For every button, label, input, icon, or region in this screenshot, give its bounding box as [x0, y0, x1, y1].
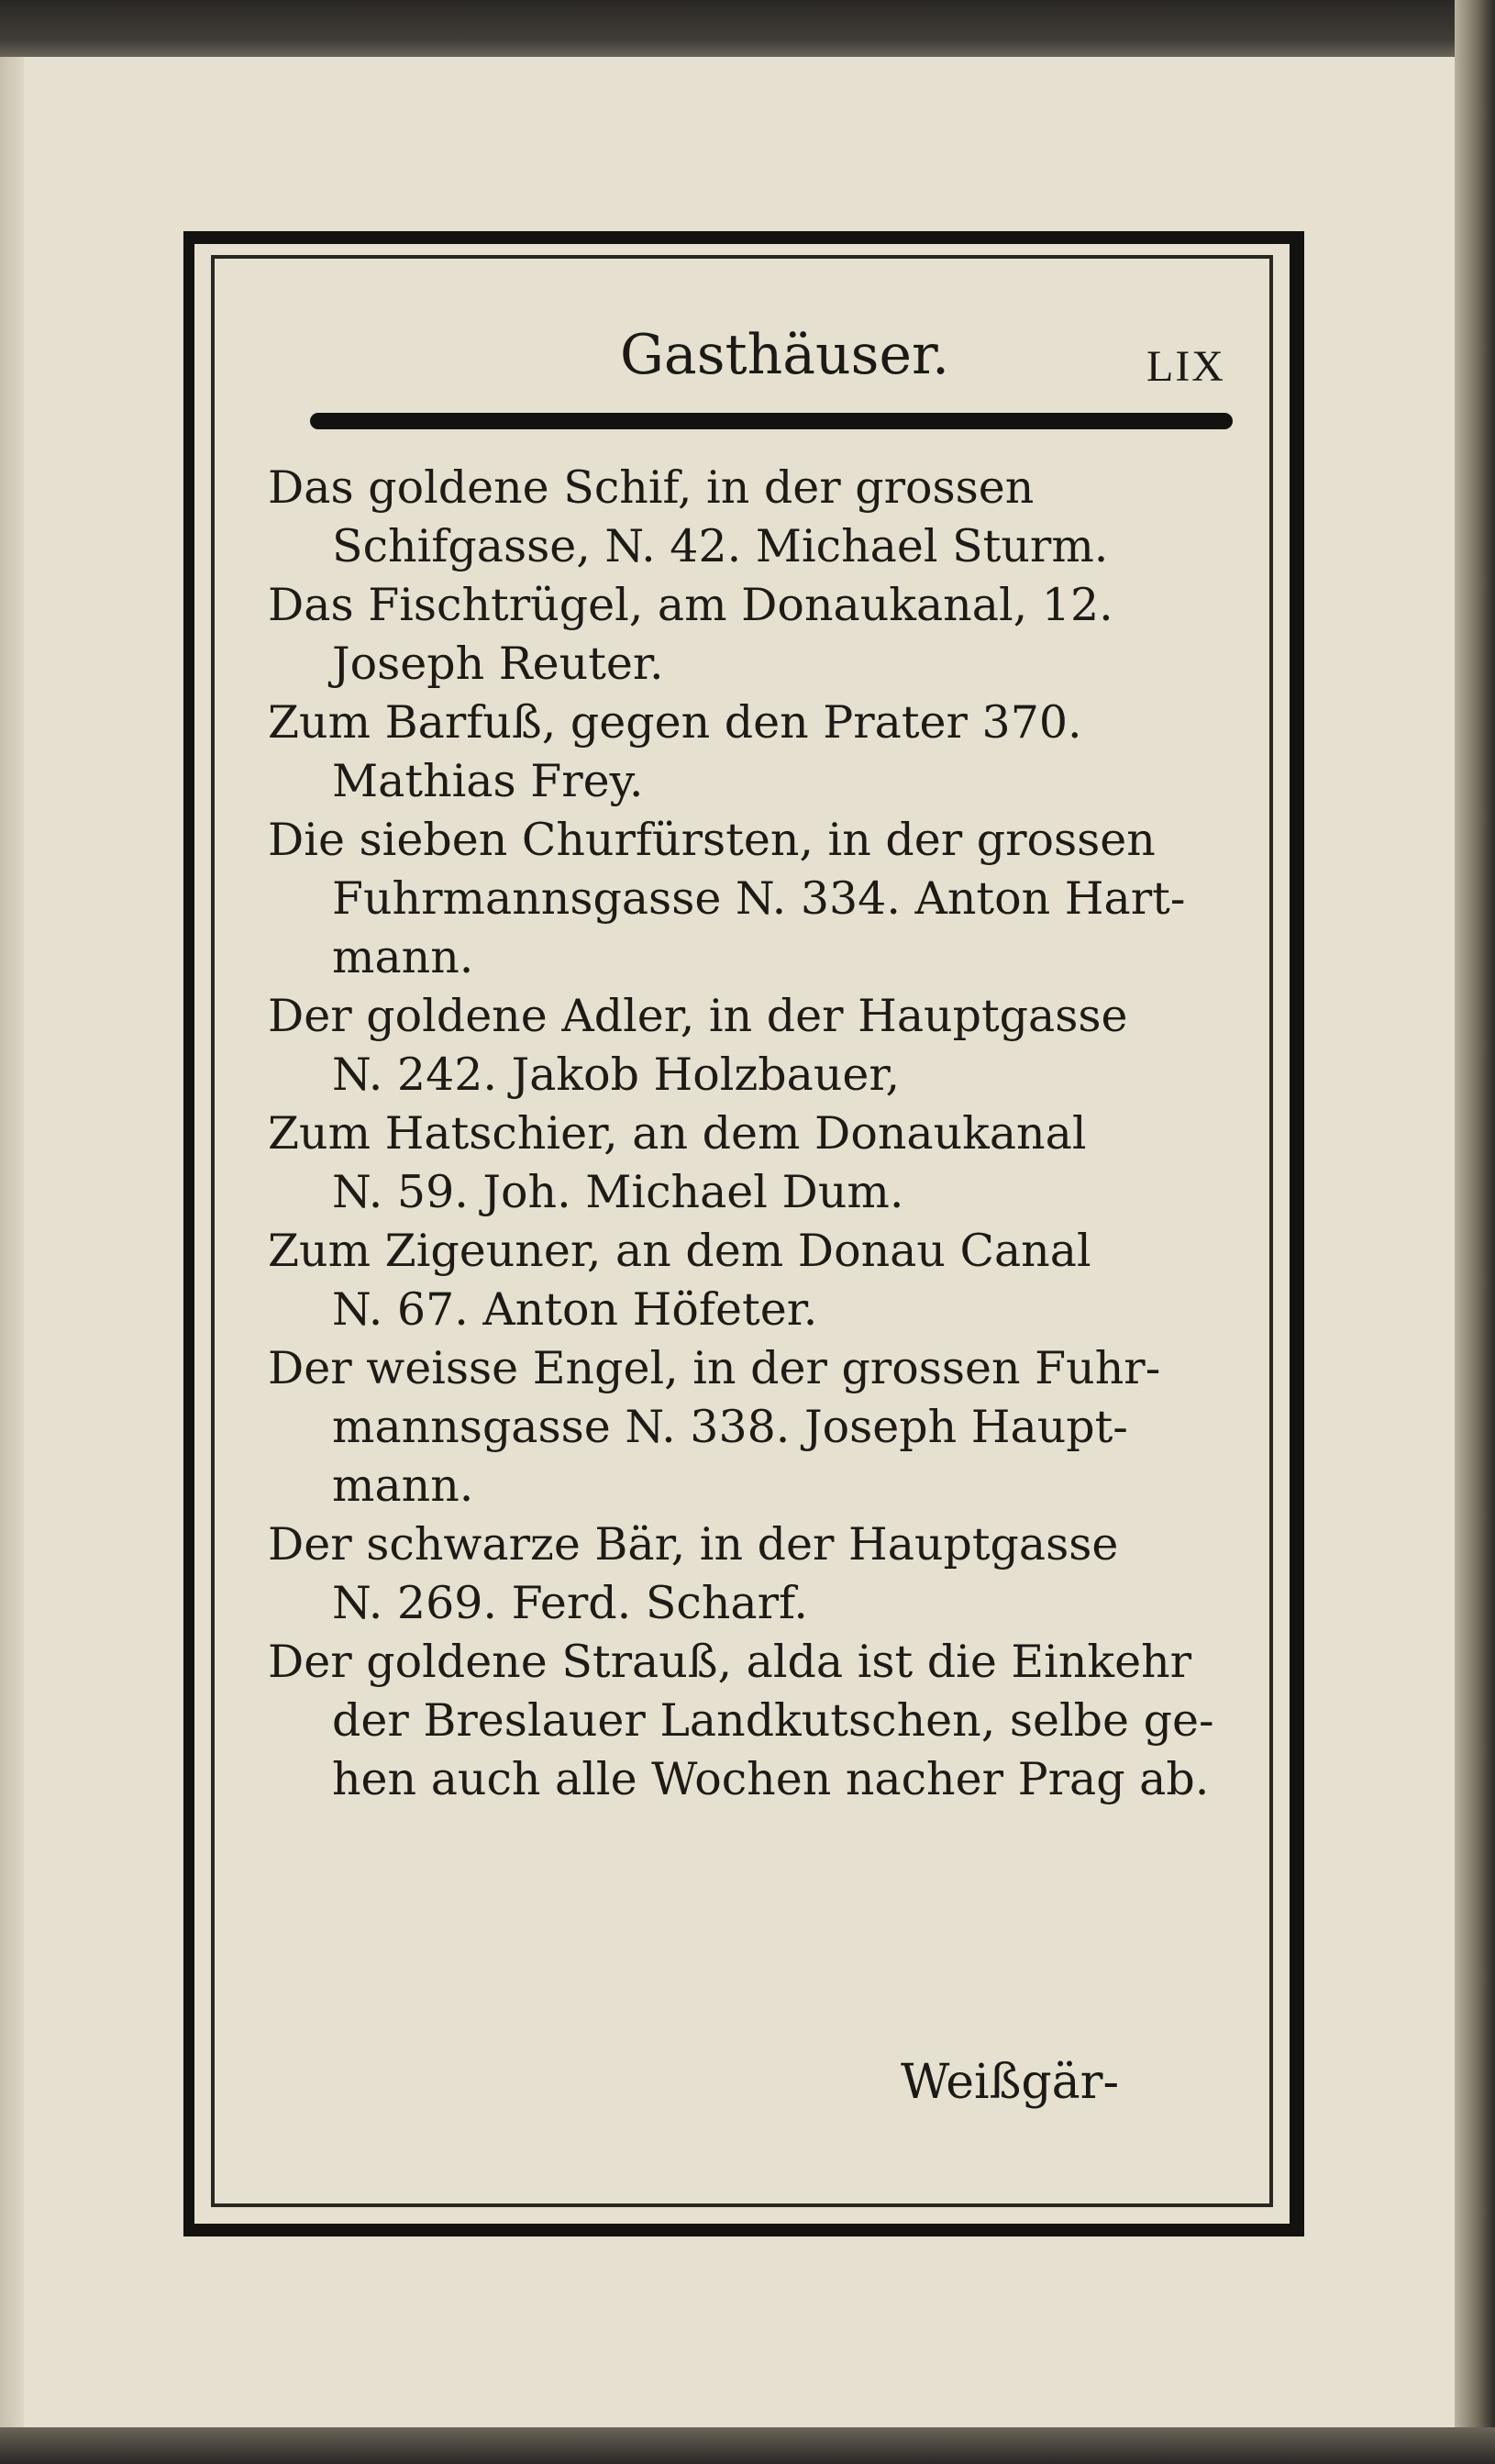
- entry-line: Zum Zigeuner, an dem Donau Canal: [268, 1225, 1091, 1277]
- entry-line: Das Fischtrügel, am Donaukanal, 12.: [268, 579, 1113, 631]
- entry-line: Der goldene Strauß, alda ist die Einkehr: [268, 1636, 1192, 1688]
- inn-list: [268, 459, 1258, 1809]
- entry-line: Die sieben Churfürsten, in der grossen: [268, 814, 1156, 866]
- entry-line: Schifgasse, N. 42. Michael Sturm.: [332, 520, 1109, 572]
- entry-line: der Breslauer Landkutschen, selbe ge-: [332, 1694, 1214, 1747]
- entry-line: mannsgasse N. 338. Joseph Haupt-: [332, 1401, 1128, 1453]
- list-item: [268, 1222, 1258, 1339]
- entry-line: Der schwarze Bär, in der Hauptgasse: [268, 1518, 1119, 1571]
- entry-line: Zum Barfuß, gegen den Prater 370.: [268, 696, 1082, 749]
- entry-line: N. 269. Ferd. Scharf.: [332, 1577, 808, 1629]
- list-item: [268, 987, 1258, 1104]
- page-number: LIX: [1146, 342, 1225, 391]
- entry-line: Joseph Reuter.: [332, 638, 664, 690]
- entry-line: N. 242. Jakob Holzbauer,: [332, 1049, 901, 1101]
- entry-line: Mathias Frey.: [332, 755, 644, 807]
- entry-line: N. 59. Joh. Michael Dum.: [332, 1166, 904, 1218]
- left-page-edge: [0, 0, 24, 2464]
- entry-line: Der weisse Engel, in der grossen Fuhr-: [268, 1342, 1161, 1394]
- bottom-page-edge: [0, 2427, 1495, 2464]
- list-item: [268, 1104, 1258, 1222]
- entry-line: hen auch alle Wochen nacher Prag ab.: [332, 1753, 1210, 1805]
- entry-line: Der goldene Adler, in der Hauptgasse: [268, 990, 1128, 1042]
- entry-line: mann.: [332, 931, 474, 983]
- entry-line: Fuhrmannsgasse N. 334. Anton Hart-: [332, 872, 1186, 925]
- page-title: Gasthäuser.: [620, 323, 950, 387]
- entry-line: N. 67. Anton Höfeter.: [332, 1283, 818, 1336]
- top-page-edge: [0, 0, 1495, 57]
- list-item: [268, 1633, 1258, 1809]
- entry-line: Zum Hatschier, an dem Donaukanal: [268, 1107, 1087, 1160]
- header-rule: [310, 413, 1233, 429]
- list-item: [268, 459, 1258, 576]
- list-item: [268, 576, 1258, 694]
- list-item: [268, 1515, 1258, 1633]
- catchword: Weißgär-: [901, 2055, 1120, 2110]
- right-page-edge: [1455, 0, 1495, 2464]
- entry-line: Das goldene Schif, in der grossen: [268, 461, 1035, 514]
- list-item: [268, 694, 1258, 811]
- entry-line: mann.: [332, 1460, 474, 1512]
- list-item: [268, 811, 1258, 987]
- list-item: [268, 1339, 1258, 1515]
